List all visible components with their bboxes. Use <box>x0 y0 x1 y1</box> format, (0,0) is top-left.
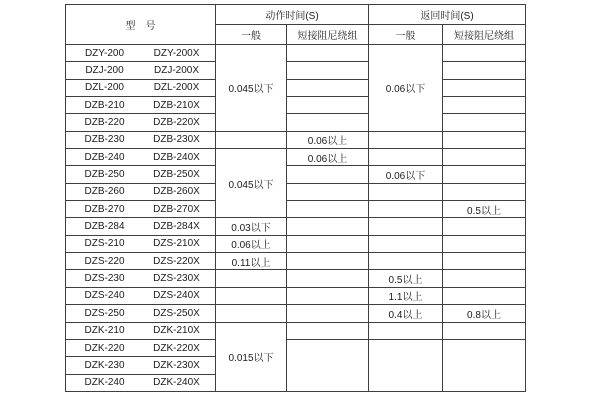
return-time-damping-cell <box>443 97 526 114</box>
model-cell <box>66 339 216 356</box>
return-time-damping-cell: 0.5以上 <box>443 201 526 218</box>
table-row <box>66 322 526 339</box>
model-cell <box>66 235 216 252</box>
action-time-damping-cell <box>287 305 369 322</box>
return-time-general-cell <box>369 183 443 200</box>
model-cell <box>66 79 216 96</box>
action-time-general-cell: 0.045以下 <box>216 149 287 218</box>
model-label: DZB-210X <box>153 99 200 111</box>
return-time-damping-cell <box>443 253 526 270</box>
return-time-group-header: 返回时间(S) <box>369 5 526 25</box>
table-row <box>66 218 526 235</box>
action-time-general-cell <box>216 270 287 287</box>
model-label: DZJ-200X <box>153 65 199 77</box>
model-label: DZJ-200 <box>85 65 124 77</box>
action-time-damping-cell <box>287 322 369 339</box>
model-label: DZK-210 <box>84 325 125 337</box>
action-time-general-cell <box>216 305 287 322</box>
return-time-damping-cell <box>443 45 526 62</box>
action-time-damping-cell <box>287 45 369 62</box>
return-time-damping-cell <box>443 218 526 235</box>
action-time-damping-cell: 0.06以上 <box>287 131 369 148</box>
model-label: DZS-230X <box>153 273 200 285</box>
action-time-damping-cell <box>287 270 369 287</box>
return-time-general-cell <box>369 218 443 235</box>
model-label: DZK-210X <box>153 325 200 337</box>
return-time-damping-cell <box>443 114 526 131</box>
return-time-general-cell: 0.06以下 <box>369 166 443 183</box>
model-label: DZS-250X <box>153 307 200 319</box>
model-label: DZK-230X <box>153 359 200 371</box>
table-row <box>66 201 526 218</box>
model-label: DZB-210 <box>84 99 125 111</box>
model-label: DZB-240X <box>153 151 200 163</box>
return-time-general-cell <box>369 149 443 166</box>
model-cell <box>66 62 216 79</box>
action-general-subheader: 一般 <box>216 25 287 45</box>
return-time-general-cell: 0.5以上 <box>369 270 443 287</box>
model-label: DZS-210X <box>153 238 200 250</box>
model-cell <box>66 131 216 148</box>
spec-table-body <box>66 45 526 392</box>
table-row <box>66 305 526 322</box>
return-time-damping-cell <box>443 322 526 339</box>
table-row <box>66 270 526 287</box>
return-time-damping-cell <box>443 79 526 96</box>
model-label: DZB-220 <box>84 117 125 129</box>
table-row <box>66 183 526 200</box>
table-row <box>66 339 526 356</box>
model-label: DZB-220X <box>153 117 200 129</box>
action-time-damping-cell <box>287 287 369 304</box>
action-time-damping-cell <box>287 235 369 252</box>
table-row <box>66 235 526 252</box>
model-label: DZS-220 <box>84 255 125 267</box>
table-row <box>66 287 526 304</box>
model-column-header: 型 号 <box>66 5 216 45</box>
model-cell <box>66 149 216 166</box>
model-cell <box>66 201 216 218</box>
return-time-general-cell: 0.4以上 <box>369 305 443 322</box>
action-time-damping-cell <box>287 97 369 114</box>
return-time-damping-cell <box>443 270 526 287</box>
action-time-general-cell <box>216 131 287 148</box>
model-label: DZB-260 <box>84 186 125 198</box>
model-label: DZB-230X <box>153 134 200 146</box>
table-row <box>66 253 526 270</box>
model-cell <box>66 253 216 270</box>
return-time-general-cell: 1.1以上 <box>369 287 443 304</box>
action-time-damping-cell <box>287 201 369 218</box>
table-row <box>66 79 526 96</box>
action-time-damping-cell: 0.06以上 <box>287 149 369 166</box>
model-label: DZS-240X <box>153 290 200 302</box>
model-cell <box>66 218 216 235</box>
return-time-damping-cell <box>443 131 526 148</box>
return-time-damping-cell <box>443 235 526 252</box>
model-label: DZL-200 <box>85 82 124 94</box>
model-label: DZL-200X <box>153 82 200 94</box>
return-time-damping-cell: 0.8以上 <box>443 305 526 322</box>
model-label: DZK-220X <box>153 342 200 354</box>
model-label: DZS-240 <box>84 290 125 302</box>
return-time-damping-cell <box>443 287 526 304</box>
model-label: DZS-220X <box>153 255 200 267</box>
action-time-damping-cell <box>287 62 369 79</box>
table-row <box>66 45 526 62</box>
model-cell <box>66 322 216 339</box>
return-time-damping-cell <box>443 62 526 79</box>
action-time-damping-cell <box>287 218 369 235</box>
model-label: DZB-230 <box>84 134 125 146</box>
model-label: DZB-284X <box>153 221 200 233</box>
model-cell <box>66 374 216 391</box>
model-label: DZK-240 <box>84 377 125 389</box>
spec-table-container <box>65 4 526 392</box>
model-label: DZB-240 <box>84 151 125 163</box>
model-label: DZS-250 <box>84 307 125 319</box>
return-time-general-cell <box>369 339 443 391</box>
table-row <box>66 62 526 79</box>
action-time-damping-cell <box>287 253 369 270</box>
return-time-general-cell <box>369 322 443 339</box>
model-cell <box>66 305 216 322</box>
return-time-damping-cell <box>443 339 526 391</box>
model-cell <box>66 357 216 374</box>
return-time-damping-cell <box>443 149 526 166</box>
table-row <box>66 166 526 183</box>
relay-timing-spec-table <box>65 4 526 392</box>
table-row <box>66 114 526 131</box>
action-time-damping-cell <box>287 183 369 200</box>
action-time-general-cell: 0.06以上 <box>216 235 287 252</box>
return-time-general-cell <box>369 253 443 270</box>
model-label: DZB-250X <box>153 169 200 181</box>
return-damping-subheader: 短接阻尼绕组 <box>443 25 526 45</box>
model-cell <box>66 97 216 114</box>
action-time-damping-cell <box>287 114 369 131</box>
model-label: DZY-200 <box>84 47 125 59</box>
model-cell <box>66 183 216 200</box>
return-time-general-cell <box>369 235 443 252</box>
action-time-general-cell: 0.03以下 <box>216 218 287 235</box>
model-label: DZS-210 <box>84 238 125 250</box>
return-time-damping-cell <box>443 166 526 183</box>
action-time-general-cell: 0.015以下 <box>216 322 287 392</box>
model-label: DZK-240X <box>153 377 200 389</box>
model-cell <box>66 270 216 287</box>
model-cell <box>66 114 216 131</box>
table-row <box>66 149 526 166</box>
model-cell <box>66 45 216 62</box>
return-time-general-cell <box>369 201 443 218</box>
model-label: DZK-220 <box>84 342 125 354</box>
model-label: DZK-230 <box>84 359 125 371</box>
model-cell <box>66 287 216 304</box>
model-label: DZB-250 <box>84 169 125 181</box>
table-row <box>66 131 526 148</box>
action-time-damping-cell <box>287 166 369 183</box>
action-time-general-cell <box>216 287 287 304</box>
action-time-damping-cell <box>287 339 369 391</box>
action-time-group-header: 动作时间(S) <box>216 5 369 25</box>
model-label: DZS-230 <box>84 273 125 285</box>
model-label: DZB-270 <box>84 203 125 215</box>
model-label: DZY-200X <box>153 47 200 59</box>
model-label: DZB-284 <box>84 221 125 233</box>
return-time-damping-cell <box>443 183 526 200</box>
model-label: DZB-270X <box>153 203 200 215</box>
model-label: DZB-260X <box>153 186 200 198</box>
return-general-subheader: 一般 <box>369 25 443 45</box>
return-time-general-cell <box>369 131 443 148</box>
action-time-damping-cell <box>287 79 369 96</box>
return-time-general-cell: 0.06以下 <box>369 45 443 132</box>
action-time-general-cell: 0.045以下 <box>216 45 287 132</box>
table-row <box>66 97 526 114</box>
model-cell <box>66 166 216 183</box>
action-damping-subheader: 短接阻尼绕组 <box>287 25 369 45</box>
action-time-general-cell: 0.11以上 <box>216 253 287 270</box>
